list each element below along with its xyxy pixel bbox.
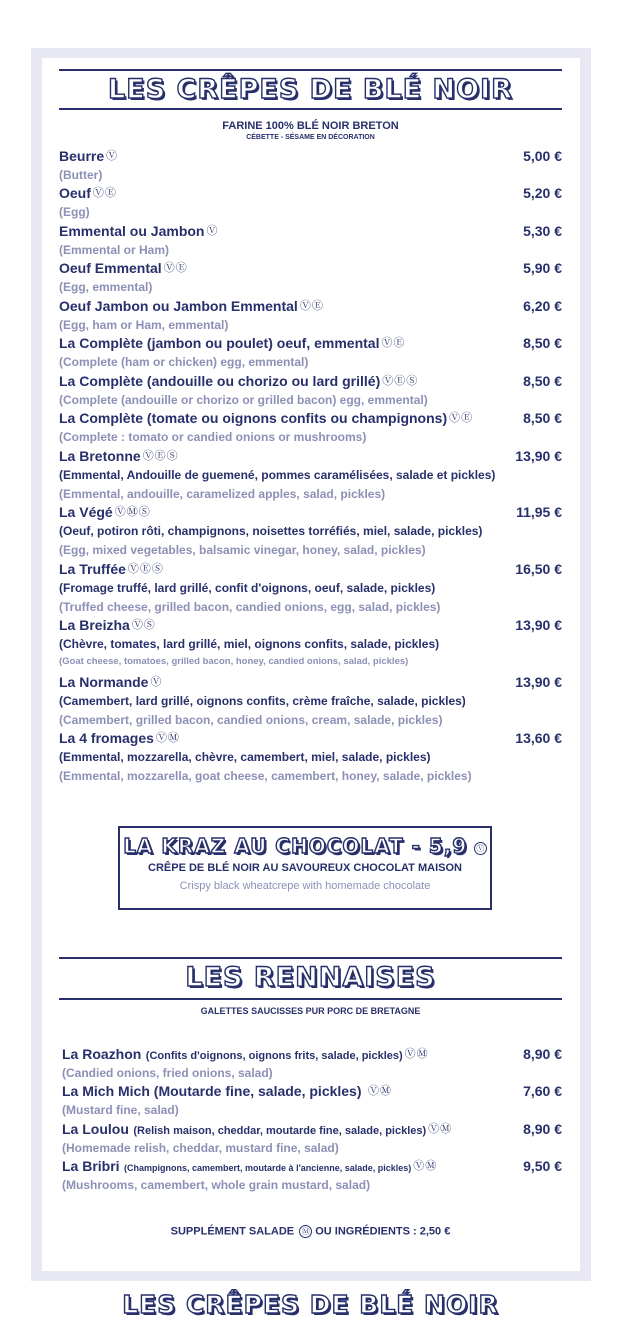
- menu-item: [59, 335, 562, 353]
- allergen-icons: ⓋⒺ: [163, 262, 188, 275]
- divider: [59, 108, 562, 110]
- item-price: 6,20 €: [523, 298, 562, 314]
- item-price: 8,50 €: [523, 373, 562, 389]
- item-name: La Normande: [59, 674, 149, 690]
- kraz-english: Crispy black wheatcrepe with homemade chocolate: [179, 880, 431, 892]
- item-price: 8,50 €: [523, 335, 562, 351]
- item-name: La Truffée: [59, 561, 126, 577]
- item-detail: (Relish maison, cheddar, moutarde fine, salade, pickles): [133, 1125, 427, 1137]
- item-description: (Emmental, mozzarella, chèvre, camembert, miel, salade, pickles): [59, 750, 431, 764]
- divider: [59, 69, 562, 71]
- rennaise-item: [62, 1121, 562, 1139]
- item-price: 5,00 €: [523, 148, 562, 164]
- item-name: La 4 fromages: [59, 730, 154, 746]
- item-english: (Emmental, mozzarella, goat cheese, camembert, honey, salade, pickles): [59, 769, 472, 783]
- rennaise-item: [62, 1158, 562, 1176]
- item-price: 8,50 €: [523, 410, 562, 426]
- item-name: La Bretonne: [59, 448, 141, 464]
- item-name: La Mich Mich (Moutarde fine, salade, pickles): [62, 1083, 362, 1099]
- rennaise-item: [62, 1046, 562, 1064]
- allergen-icons: ⓋⒺ: [381, 337, 406, 350]
- menu-item: [59, 148, 562, 166]
- item-description: (Camembert, lard grillé, oignons confits, crème fraîche, salade, pickles): [59, 694, 466, 708]
- item-name: La Végé: [59, 504, 113, 520]
- allergen-icons: Ⓥ: [106, 150, 119, 163]
- footer-title: LES CRÊPES DE BLÉ NOIR: [122, 1290, 499, 1319]
- salad-icon: Ⓜ: [299, 1225, 312, 1238]
- item-english: (Mushrooms, camembert, whole grain mustard, salad): [62, 1178, 371, 1192]
- item-english: (Candied onions, fried onions, salad): [62, 1066, 273, 1080]
- item-name: La Loulou: [62, 1121, 129, 1137]
- allergen-icons: Ⓥ: [206, 225, 219, 238]
- item-name: La Bribri: [62, 1158, 120, 1174]
- kraz-description: CRÊPE DE BLÉ NOIR AU SAVOUREUX CHOCOLAT MAISON: [148, 862, 462, 874]
- item-description: (Oeuf, potiron rôti, champignons, noisettes torréfiés, miel, salade, pickles): [59, 524, 483, 538]
- item-english: (Egg, mixed vegetables, balsamic vinegar, honey, salad, pickles): [59, 543, 426, 557]
- item-description: (Fromage truffé, lard grillé, confit d'oignons, oeuf, salade, pickles): [59, 581, 436, 595]
- item-price: 13,90 €: [515, 617, 562, 633]
- kraz-title: LA KRAZ AU CHOCOLAT - 5,9: [123, 834, 468, 858]
- item-english: (Butter): [59, 168, 103, 182]
- divider: [59, 998, 562, 1000]
- menu-item: [59, 185, 562, 203]
- allergen-icons: ⓋⓂ: [155, 732, 180, 745]
- item-name: Oeuf Emmental: [59, 260, 162, 276]
- item-price: 13,90 €: [515, 448, 562, 464]
- menu-item: [59, 373, 562, 391]
- item-english: (Homemade relish, cheddar, mustard fine, salad): [62, 1141, 339, 1155]
- item-english: (Complete (andouille or chorizo or grilled bacon) egg, emmental): [59, 393, 428, 407]
- menu-item: [59, 298, 562, 316]
- supplement-label: SUPPLÉMENT SALADE: [170, 1225, 295, 1238]
- item-name: La Breizha: [59, 617, 130, 633]
- item-english: (Egg, ham or Ham, emmental): [59, 318, 229, 332]
- menu-item: [59, 260, 562, 278]
- item-description: (Chèvre, tomates, lard grillé, miel, oignons confits, salade, pickles): [59, 637, 440, 651]
- allergen-icons: ⓋⒺ: [449, 412, 474, 425]
- item-price: 8,90 €: [523, 1046, 562, 1062]
- allergen-icons: ⓋⒺ: [92, 187, 117, 200]
- divider: [59, 957, 562, 959]
- section-note: CÉBETTE - SÉSAME EN DÉCORATION: [246, 134, 375, 141]
- allergen-icons: Ⓥ: [150, 676, 163, 689]
- allergen-icons: ⓋⒺ: [299, 300, 324, 313]
- item-english: (Complete : tomato or candied onions or mushrooms): [59, 430, 367, 444]
- item-name: La Roazhon: [62, 1046, 142, 1062]
- item-price: 5,30 €: [523, 223, 562, 239]
- menu-item: [59, 674, 562, 692]
- item-english: (Egg): [59, 205, 90, 219]
- allergen-icons: ⓋⓈ: [131, 619, 156, 632]
- menu-item: [59, 561, 562, 579]
- item-english: (Emmental, andouille, caramelized apples, salad, pickles): [59, 487, 386, 501]
- allergen-icons: ⓋⒺⓈ: [382, 375, 419, 388]
- section-title-rennaises: LES RENNAISES: [185, 962, 436, 993]
- item-price: 11,95 €: [516, 504, 562, 520]
- item-name: La Complète (andouille ou chorizo ou lard grillé): [59, 373, 381, 389]
- allergen-icons: ⓋⒺⓈ: [127, 563, 164, 576]
- vegetarian-icon: Ⓥ: [474, 842, 487, 855]
- section-subtitle: FARINE 100% BLÉ NOIR BRETON: [222, 120, 399, 132]
- supplement-note: [59, 1225, 562, 1238]
- item-name: La Complète (tomate ou oignons confits ou champignons): [59, 410, 448, 426]
- allergen-icons: ⓋⓂ: [367, 1085, 392, 1098]
- item-english: (Egg, emmental): [59, 280, 153, 294]
- item-description: (Emmental, Andouille de guemené, pommes caramélisées, salade et pickles): [59, 468, 496, 482]
- item-english: (Complete (ham or chicken) egg, emmental): [59, 355, 309, 369]
- item-detail: (Confits d'oignons, oignons frits, salade, pickles): [145, 1050, 403, 1062]
- allergen-icons: ⓋⓂⓈ: [114, 506, 151, 519]
- item-english: (Emmental or Ham): [59, 243, 170, 257]
- item-price: 16,50 €: [515, 561, 562, 577]
- section-title-ble-noir: LES CRÊPES DE BLÉ NOIR: [108, 74, 513, 105]
- item-english: (Mustard fine, salad): [62, 1103, 179, 1117]
- item-detail: (Champignons, camembert, moutarde à l'ancienne, salade, pickles): [124, 1163, 412, 1173]
- allergen-icons: ⓋⓂ: [404, 1048, 429, 1061]
- menu-item: [59, 410, 562, 428]
- menu-item: [59, 223, 562, 241]
- allergen-icons: ⓋⓂ: [413, 1160, 438, 1173]
- item-price: 8,90 €: [523, 1121, 562, 1137]
- menu-item: [59, 617, 562, 635]
- item-name: Emmental ou Jambon: [59, 223, 205, 239]
- item-price: 9,50 €: [523, 1158, 562, 1174]
- kraz-box: [118, 826, 492, 910]
- item-name: Beurre: [59, 148, 105, 164]
- item-name: Oeuf Jambon ou Jambon Emmental: [59, 298, 298, 314]
- item-name: Oeuf: [59, 185, 91, 201]
- allergen-icons: ⓋⓂ: [428, 1123, 453, 1136]
- item-english: (Truffed cheese, grilled bacon, candied onions, egg, salad, pickles): [59, 600, 441, 614]
- rennaise-item: [62, 1083, 562, 1101]
- item-price: 5,20 €: [523, 185, 562, 201]
- item-english: (Camembert, grilled bacon, candied onions, cream, salade, pickles): [59, 713, 443, 727]
- item-price: 7,60 €: [523, 1083, 562, 1099]
- item-price: 5,90 €: [523, 260, 562, 276]
- item-english: (Goat cheese, tomatoes, grilled bacon, honey, candied onions, salad, pickles): [59, 656, 409, 667]
- section2-subtitle: GALETTES SAUCISSES PUR PORC DE BRETAGNE: [200, 1006, 421, 1016]
- allergen-icons: ⓋⒺⓈ: [142, 450, 179, 463]
- item-price: 13,90 €: [515, 674, 562, 690]
- menu-item: [59, 504, 562, 522]
- item-name: La Complète (jambon ou poulet) oeuf, emmental: [59, 335, 380, 351]
- item-price: 13,60 €: [515, 730, 562, 746]
- supplement-price: OU INGRÉDIENTS : 2,50 €: [315, 1225, 451, 1238]
- menu-item: [59, 448, 562, 466]
- menu-item: [59, 730, 562, 748]
